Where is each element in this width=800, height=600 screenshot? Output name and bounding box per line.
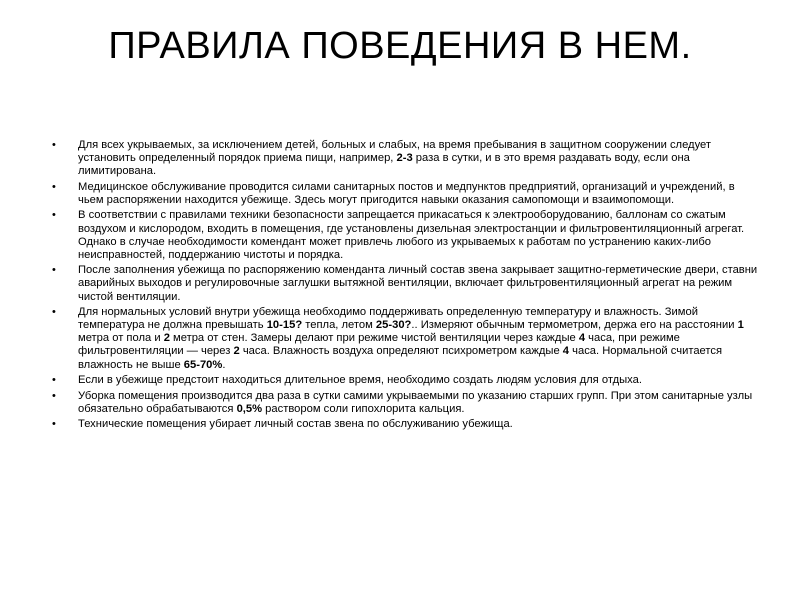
bullet-text-bold: 1: [737, 319, 744, 332]
bullet-text-bold: 25-30?: [375, 319, 412, 332]
bullet-list: [52, 139, 760, 434]
bullet-text: Для нормальных условий внутри убежища необходимо поддерживать определенную температуру и влажность. Зимой температура не должна превышать: [78, 306, 698, 332]
bullet-item: [52, 418, 760, 431]
bullet-icon: •: [52, 180, 56, 193]
bullet-text: .. Измеряют обычным термометром, держа его на расстоянии: [411, 319, 738, 332]
bullet-text: После заполнения убежища по распоряжению коменданта личный состав звена закрывает защитно-герметические двери, ставни аварийных выходов и регулировочные заглушки вытяжной вентиляции, включает фильтровентиляционный агрегат на режим чистой вентиляции.: [78, 264, 758, 303]
bullet-text: Уборка помещения производится два раза в сутки самими укрываемыми по указанию старших групп. При этом санитарные узлы обязательно обрабатываются: [78, 389, 753, 415]
bullet-item: [52, 390, 760, 416]
bullet-text-bold: 2: [163, 332, 170, 345]
bullet-icon: •: [52, 209, 56, 222]
bullet-icon: •: [52, 306, 56, 319]
bullet-text: тепла, летом: [302, 319, 376, 332]
bullet-icon: •: [52, 264, 56, 277]
bullet-text: часа. Нормальной считается влажность не выше: [78, 345, 723, 371]
bullet-item: [52, 209, 760, 261]
bullet-text: раствором соли гипохлорита кальция.: [262, 402, 465, 415]
slide-title: ПРАВИЛА ПОВЕДЕНИЯ В НЕМ.: [108, 25, 692, 67]
bullet-item: [52, 181, 760, 207]
bullet-icon: •: [52, 139, 56, 151]
bullet-item: [52, 139, 760, 178]
bullet-text-bold: 2: [233, 345, 240, 358]
bullet-text: .: [222, 358, 226, 371]
bullet-icon: •: [52, 389, 56, 402]
bullet-text: часа, при режиме фильтровентиляции — через: [78, 332, 680, 358]
bullet-icon: •: [52, 418, 56, 431]
bullet-text: Технические помещения убирает личный состав звена по обслуживанию убежища.: [78, 418, 513, 431]
bullet-text: раза в сутки, и в это время раздавать воду, если она лимитирована.: [78, 152, 690, 178]
bullet-text-bold: 65-70%: [183, 358, 223, 371]
bullet-icon: •: [52, 374, 56, 387]
bullet-item: [52, 264, 760, 303]
bullet-text: Для всех укрываемых, за исключением детей, больных и слабых, на время пребывания в защитном сооружении следует установить определенный порядок приема пищи, например,: [78, 139, 712, 165]
bullet-text: метра от стен. Замеры делают при режиме чистой вентиляции через каждые: [169, 332, 579, 345]
bullet-text: Если в убежище предстоит находиться длительное время, необходимо создать людям условия для отдыха.: [78, 374, 642, 387]
bullet-text: метра от пола и: [78, 332, 164, 345]
bullet-text: часа. Влажность воздуха определяют психрометром каждые: [239, 345, 563, 358]
bullet-text-bold: 10-15?: [266, 319, 303, 332]
bullet-text: Медицинское обслуживание проводится силами санитарных постов и медпунктов предприятий, организаций и учреждений, в чьем распоряжении находится убежище. Здесь могут пригодится навыки оказания самопомощи и взаимопомощи.: [78, 180, 735, 206]
bullet-text: В соответствии с правилами техники безопасности запрещается прикасаться к электрооборудованию, баллонам со сжатым воздухом и кислородом, входить в помещения, где установлены дизельная электростанции и фильтровентиляционный агрегат. Однако в случае необходимости комендант может привлечь любого из укрываемых к работам по устранению каких-либо неисправностей, поддержанию чистоты и порядка.: [78, 209, 745, 261]
bullet-text-bold: 0,5%: [236, 402, 263, 415]
bullet-text-bold: 4: [562, 345, 570, 358]
bullet-text-bold: 4: [578, 332, 586, 345]
bullet-item: [52, 306, 760, 371]
bullet-text-bold: 2-3: [396, 152, 413, 165]
bullet-item: [52, 374, 760, 387]
